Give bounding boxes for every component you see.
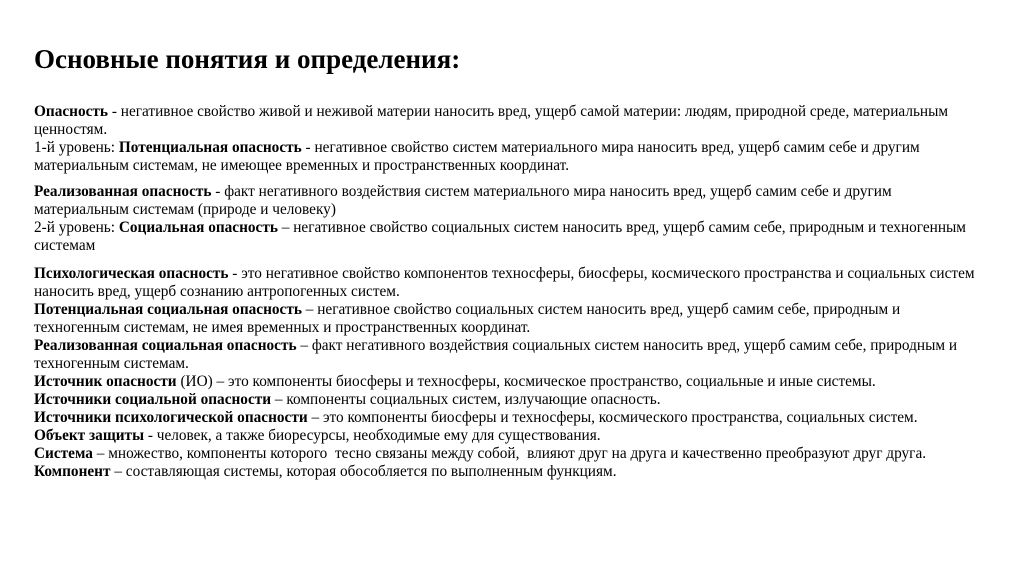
definition-danger <box>34 103 984 139</box>
definition-psychological-danger <box>34 265 984 301</box>
definition-psychological-danger-sources <box>34 409 984 427</box>
definition-danger-source <box>34 373 984 391</box>
term: Потенциальная социальная опасность <box>34 301 302 318</box>
definition-text: – негативное свойство социальных систем наносить вред, ущерб самим себе, природным и техногенным системам, не имея временных и пространственных координат. <box>34 301 901 336</box>
term: Реализованная социальная опасность <box>34 337 297 354</box>
definition-component <box>34 463 984 481</box>
definition-text: - негативное свойство систем материального мира наносить вред, ущерб самим себе и другим материальным системам, не имеющее временных и пространственных координат. <box>34 139 920 174</box>
definition-text: – компоненты социальных систем, излучающие опасность. <box>271 391 661 408</box>
definition-text: - человек, а также биоресурсы, необходимые ему для существования. <box>144 427 601 444</box>
definition-social-danger <box>34 219 984 255</box>
term: Источник опасности <box>34 373 177 390</box>
term: Психологическая опасность <box>34 265 229 282</box>
definition-system <box>34 445 984 463</box>
definitions-list <box>34 103 984 481</box>
definition-realized-social-danger <box>34 337 984 373</box>
definition-text: - факт негативного воздействия систем материального мира наносить вред, ущерб самим себе и другим материальным системам (природе и человеку) <box>34 183 892 218</box>
definition-protection-object <box>34 427 984 445</box>
term: Источники социальной опасности <box>34 391 272 408</box>
term: Объект защиты <box>34 427 145 444</box>
definition-text: – множество, компоненты которого тесно связаны между собой, влияют друг на друга и качественно преобразуют друг друга. <box>92 445 927 462</box>
definition-potential-danger <box>34 139 984 175</box>
term: Потенциальная опасность <box>118 139 302 156</box>
level-prefix: 1-й уровень: <box>34 139 119 156</box>
definition-social-danger-sources <box>34 391 984 409</box>
term: Источники психологической опасности <box>34 409 308 426</box>
term: Реализованная опасность <box>34 183 212 200</box>
definition-realized-danger <box>34 183 984 219</box>
definition-text: – негативное свойство социальных систем наносить вред, ущерб самим себе, природным и техногенным системам <box>34 219 966 254</box>
definition-text: - это негативное свойство компонентов техносферы, биосферы, космического пространства и социальных систем наносить вред, ущерб сознанию антропогенных систем. <box>34 265 975 300</box>
definition-text: – это компоненты биосферы и техносферы, космического пространства, социальных систем. <box>307 409 918 426</box>
slide-title: Основные понятия и определения: <box>34 44 461 74</box>
definition-potential-social-danger <box>34 301 984 337</box>
term: Компонент <box>34 463 111 480</box>
definition-text: – составляющая системы, которая обособляется по выполненным функциям. <box>110 463 617 480</box>
term: Опасность <box>34 103 109 120</box>
definition-text: - негативное свойство живой и неживой материи наносить вред, ущерб самой материи: людям, природной среде, материальным ценностям. <box>34 103 949 138</box>
level-prefix: 2-й уровень: <box>34 219 119 236</box>
term: Система <box>34 445 93 462</box>
definition-text: – факт негативного воздействия социальных систем наносить вред, ущерб самим себе, природным и техногенным системам. <box>34 337 958 372</box>
term: Социальная опасность <box>118 219 278 236</box>
definition-text: (ИО) – это компоненты биосферы и техносферы, космическое пространство, социальные и иные системы. <box>176 373 876 390</box>
